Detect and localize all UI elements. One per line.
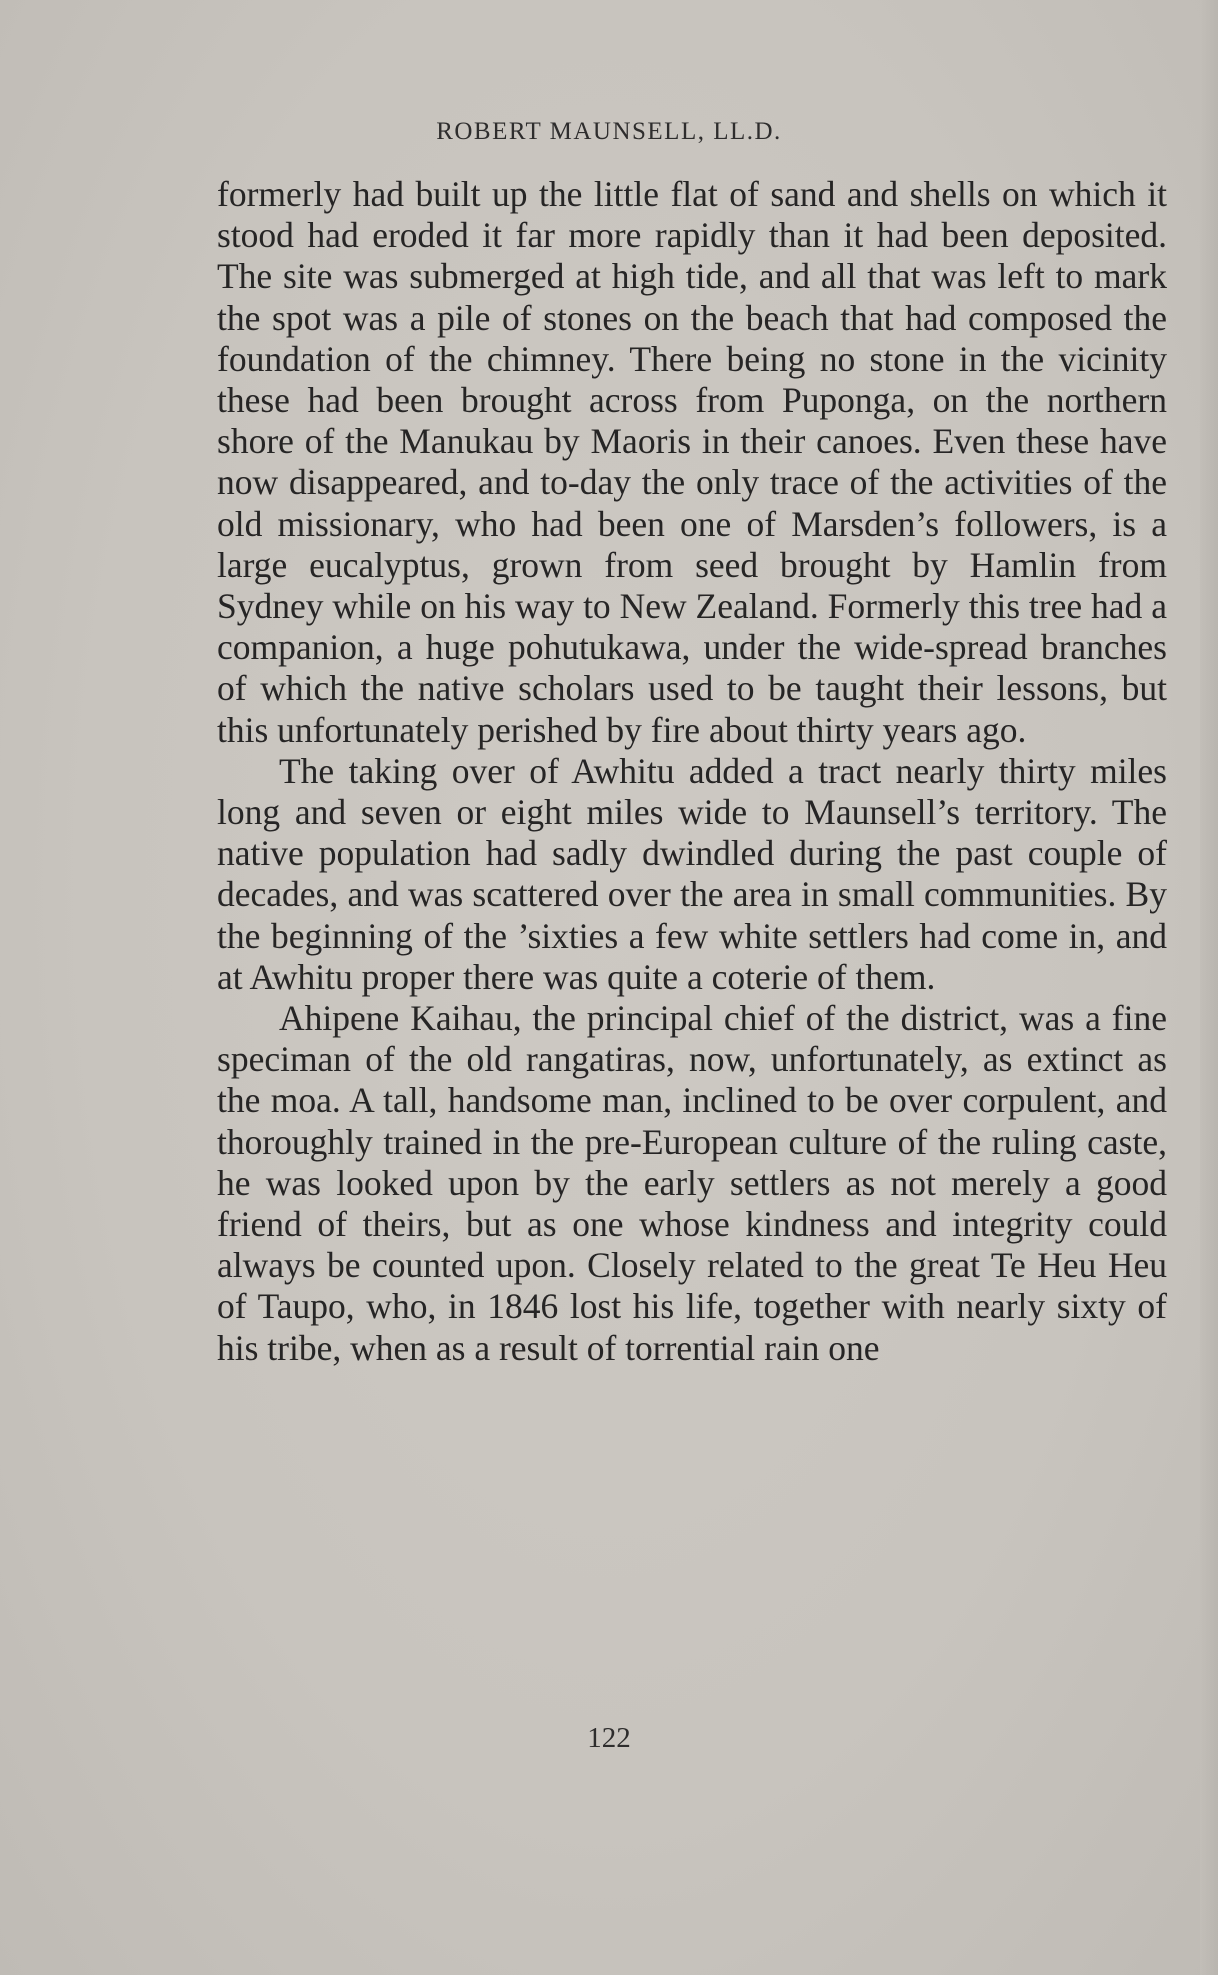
paragraph-continued: formerly had built up the little flat of sand and shells on which it stood had eroded it far more rapidly than it had been deposited. The site was submerged at high tide, and all that was left to mark the spot was a pile of stones on the beach that had composed the foundation of the chimney. There being no stone in the vicinity these had been brought across from Puponga, on the northern shore of the Manukau by Maoris in their canoes. Even these have now disappeared, and to-day the only trace of the activities of the old missionary, who had been one of Marsden’s followers, is a large eucalyptus, grown from seed brought by Hamlin from Sydney while on his way to New Zealand. Formerly this tree had a companion, a huge pohutukawa, under the wide-spread branches of which the native scholars used to be taught their lessons, but this unfortunately perished by fire about thirty years ago. <box>217 174 1167 750</box>
page-number: 122 <box>587 1722 631 1754</box>
paragraph-ahipene-kaihau: Ahipene Kaihau, the principal chief of the district, was a fine speciman of the old rangatiras, now, unfortunately, as extinct as the moa. A tall, handsome man, inclined to be over corpulent, and thoroughly trained in the pre-European culture of the ruling caste, he was looked upon by the early settlers as not merely a good friend of theirs, but as one whose kindness and integrity could always be counted upon. Closely related to the great Te Heu Heu of Taupo, who, in 1846 lost his life, together with nearly sixty of his tribe, when as a result of torrential rain one <box>217 998 1167 1368</box>
body-text <box>217 174 1167 1369</box>
page-edge-shadow <box>1200 0 1218 1975</box>
paragraph-awhitu: The taking over of Awhitu added a tract nearly thirty miles long and seven or eight miles wide to Maunsell’s territory. The native population had sadly dwindled during the past couple of decades, and was scattered over the area in small communities. By the beginning of the ’sixties a few white settlers had come in, and at Awhitu proper there was quite a coterie of them. <box>217 750 1167 997</box>
running-head: ROBERT MAUNSELL, LL.D. <box>436 118 782 145</box>
